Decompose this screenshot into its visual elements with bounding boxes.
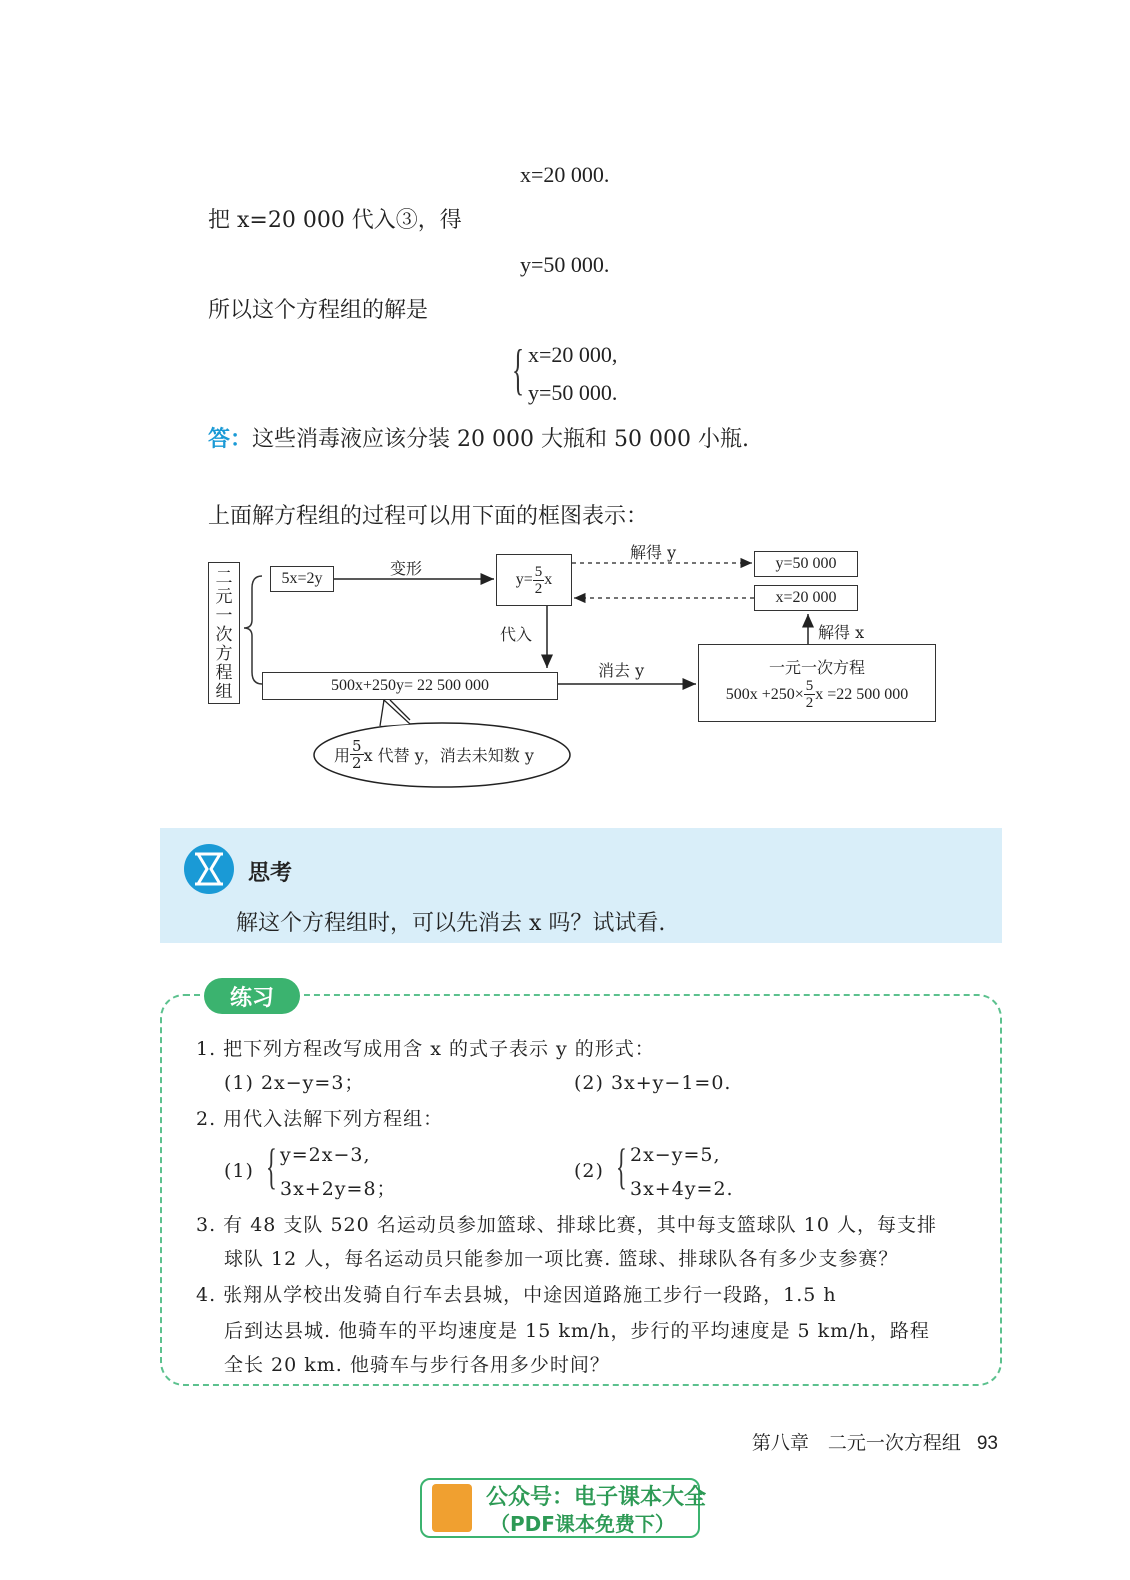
exercise-2b-label: (2) (574, 1160, 604, 1182)
exercise-2b-eq2: 3x+4y=2. (630, 1178, 734, 1200)
exercise-3-line1: 3. 有 48 支队 520 名运动员参加篮球、排球比赛，其中每支篮球队 10 人，每支排 (196, 1214, 938, 1236)
system-brace: { (512, 339, 525, 401)
promo-line-1: 公众号：电子课本大全 (486, 1485, 707, 1510)
fraction-numerator-2: 5 (805, 678, 814, 694)
bubble-text-left: 用 (334, 746, 351, 765)
exercise-4-line2: 后到达县城. 他骑车的平均速度是 15 km/h，步行的平均速度是 5 km/h，路程 (224, 1320, 930, 1342)
exercise-1b: (2) 3x+y−1=0. (574, 1072, 732, 1094)
think-text: 解这个方程组时，可以先消去 x 吗？试试看. (236, 911, 666, 936)
chapter-title: 第八章 二元一次方程组 (751, 1432, 961, 1454)
equation-box-1: 5x=2y (270, 566, 334, 592)
equation-y-value: y=50 000. (520, 252, 610, 277)
equation-x-value: x=20 000. (520, 162, 610, 187)
fraction-five-halves (533, 564, 545, 597)
linear-equation-box (698, 644, 936, 722)
y-result-box: y=50 000 (754, 551, 858, 577)
transform-label: 变形 (390, 559, 423, 578)
fraction-denominator: 2 (534, 580, 543, 597)
linear-equation-right: x =22 500 000 (815, 685, 909, 703)
substitute-text: 把 x=20 000 代入③，得 (208, 208, 462, 233)
bubble-text (334, 738, 534, 771)
substitute-label: 代入 (500, 625, 533, 644)
equation-box-2: 500x+250y= 22 500 000 (262, 672, 558, 700)
y-expression-prefix: y= (515, 571, 533, 588)
fraction-denominator-2: 2 (805, 695, 814, 711)
hourglass-icon (184, 844, 234, 894)
answer-text: 这些消毒液应该分装 20 000 大瓶和 50 000 小瓶. (252, 427, 749, 452)
fraction-numerator-3: 5 (352, 737, 362, 755)
system-x: x=20 000, (528, 342, 618, 367)
system-y: y=50 000. (528, 380, 618, 405)
exercise-2a-brace: { (266, 1138, 277, 1194)
linear-equation-left: 500x +250× (725, 685, 804, 703)
solve-x-label: 解得 x (818, 623, 865, 642)
exercise-3-line2: 球队 12 人，每名运动员只能参加一项比赛. 篮球、排球队各有多少支参赛？ (224, 1248, 899, 1270)
fraction-five-halves-2 (804, 678, 816, 711)
linear-equation-title: 一元一次方程 (768, 660, 865, 677)
y-expression-suffix: x (544, 571, 553, 588)
promo-line-2: （PDF课本免费下） (490, 1512, 675, 1536)
page-footer (752, 1428, 998, 1455)
linear-equation (726, 678, 909, 711)
exercise-2b-brace: { (616, 1138, 627, 1194)
y-expression-box (496, 554, 572, 606)
practice-tag: 练习 (204, 978, 300, 1014)
exercise-2b-eq1: 2x−y=5, (630, 1144, 721, 1166)
fraction-numerator: 5 (534, 563, 543, 580)
x-result-box: x=20 000 (754, 585, 858, 611)
solution-intro: 所以这个方程组的解是 (208, 298, 429, 323)
exercise-4-line1: 4. 张翔从学校出发骑自行车去县城，中途因道路施工步行一段路，1.5 h (196, 1284, 837, 1306)
exercise-4-line3: 全长 20 km. 他骑车与步行各用多少时间？ (224, 1354, 610, 1376)
exercise-2a-eq1: y=2x−3, (280, 1144, 371, 1166)
exercise-1a: (1) 2x−y=3； (224, 1072, 365, 1094)
exercise-2a-label: (1) (224, 1160, 254, 1182)
eliminate-label: 消去 y (598, 661, 645, 680)
answer-label: 答： (208, 426, 253, 452)
flowchart-intro: 上面解方程组的过程可以用下面的框图表示： (208, 504, 649, 529)
book-icon (432, 1484, 472, 1532)
bubble-text-right: x 代替 y，消去未知数 y (363, 746, 534, 765)
flowchart-system-label: 二元一次方程组 (208, 562, 240, 704)
solve-y-label: 解得 y (630, 543, 677, 562)
fraction-five-halves-3 (350, 738, 364, 771)
exercise-1: 1. 把下列方程改写成用含 x 的式子表示 y 的形式： (196, 1038, 655, 1060)
fraction-denominator-3: 2 (352, 754, 362, 772)
think-title: 思考 (248, 861, 293, 886)
page-number: 93 (976, 1433, 998, 1454)
exercise-2a-eq2: 3x+2y=8； (280, 1178, 397, 1200)
exercise-2: 2. 用代入法解下列方程组： (196, 1108, 444, 1130)
